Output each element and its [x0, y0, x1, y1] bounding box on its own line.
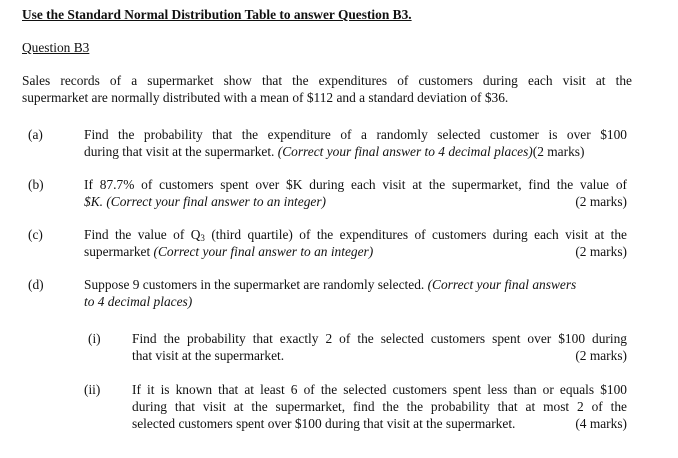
part-c-label: (c)	[28, 227, 43, 242]
section-heading: Use the Standard Normal Distribution Table to answer Question B3.	[22, 7, 412, 22]
part-d-ii-line-1: If it is known that at least 6 of the selected customers spent less than or equals $100	[132, 382, 627, 397]
part-a-label: (a)	[28, 127, 43, 142]
part-a-line-2	[84, 143, 627, 160]
part-d-ii-line-3-text: selected customers spent over $100 during that visit at the supermarket.	[132, 416, 516, 431]
part-d-ii-marks: (4 marks)	[575, 416, 627, 431]
part-d-label: (d)	[28, 277, 44, 292]
part-b-line-1: If 87.7% of customers spent over $K during each visit at the supermarket, find the value of	[84, 177, 627, 192]
part-a-line-2-text: during that visit at the supermarket.	[84, 144, 278, 159]
part-c-instruction: (Correct your final answer to an integer)	[153, 244, 374, 259]
intro-line-1: Sales records of a supermarket show that the expenditures of customers during each visit at the	[22, 73, 632, 88]
part-d-ii-line-2: during that visit at the supermarket, find the the probability that at most 2 of the	[132, 399, 627, 414]
part-c-line-2-text: supermarket	[84, 244, 154, 259]
question-label: Question B3	[22, 40, 90, 55]
part-a-line-1: Find the probability that the expenditure of a randomly selected customer is over $100	[84, 127, 627, 142]
part-d-i-label: (i)	[88, 331, 101, 346]
part-b-instruction: $K. (Correct your final answer to an integer)	[84, 194, 327, 209]
part-d-line-2	[84, 293, 192, 310]
part-c-line-2-group	[84, 243, 373, 260]
part-d-i-line-1: Find the probability that exactly 2 of the selected customers spent over $100 during	[132, 331, 627, 346]
part-a-line-2-group	[84, 143, 584, 160]
part-c-line-1	[84, 226, 627, 243]
part-d-instruction: (Correct your final answers	[427, 277, 577, 292]
part-b-line-2	[84, 193, 627, 210]
part-c-marks: (2 marks)	[575, 244, 627, 259]
part-b-marks: (2 marks)	[575, 194, 627, 209]
part-d-instruction-cont: to 4 decimal places)	[84, 294, 193, 309]
part-d-line-1-text: Suppose 9 customers in the supermarket are randomly selected.	[84, 277, 428, 292]
part-d-i-line-2	[132, 347, 627, 364]
part-d-line-1	[84, 276, 627, 293]
part-a-marks: (2 marks)	[532, 144, 585, 159]
part-c-line-1-pre: Find the value of Q	[84, 227, 201, 242]
part-c-line-2	[84, 243, 627, 260]
part-b-label: (b)	[28, 177, 44, 192]
part-c-line-1-post: (third quartile) of the expenditures of customers during each visit at the	[204, 227, 627, 242]
part-d-ii-label: (ii)	[84, 382, 101, 397]
quartile-subscript: 3	[200, 233, 205, 243]
part-a-instruction: (Correct your final answer to 4 decimal places)	[277, 144, 533, 159]
part-d-i-marks: (2 marks)	[575, 348, 627, 363]
part-d-i-line-2-text: that visit at the supermarket.	[132, 348, 285, 363]
part-d-ii-line-3	[132, 415, 627, 432]
intro-line-2: supermarket are normally distributed with a mean of $112 and a standard deviation of $36.	[22, 90, 509, 105]
